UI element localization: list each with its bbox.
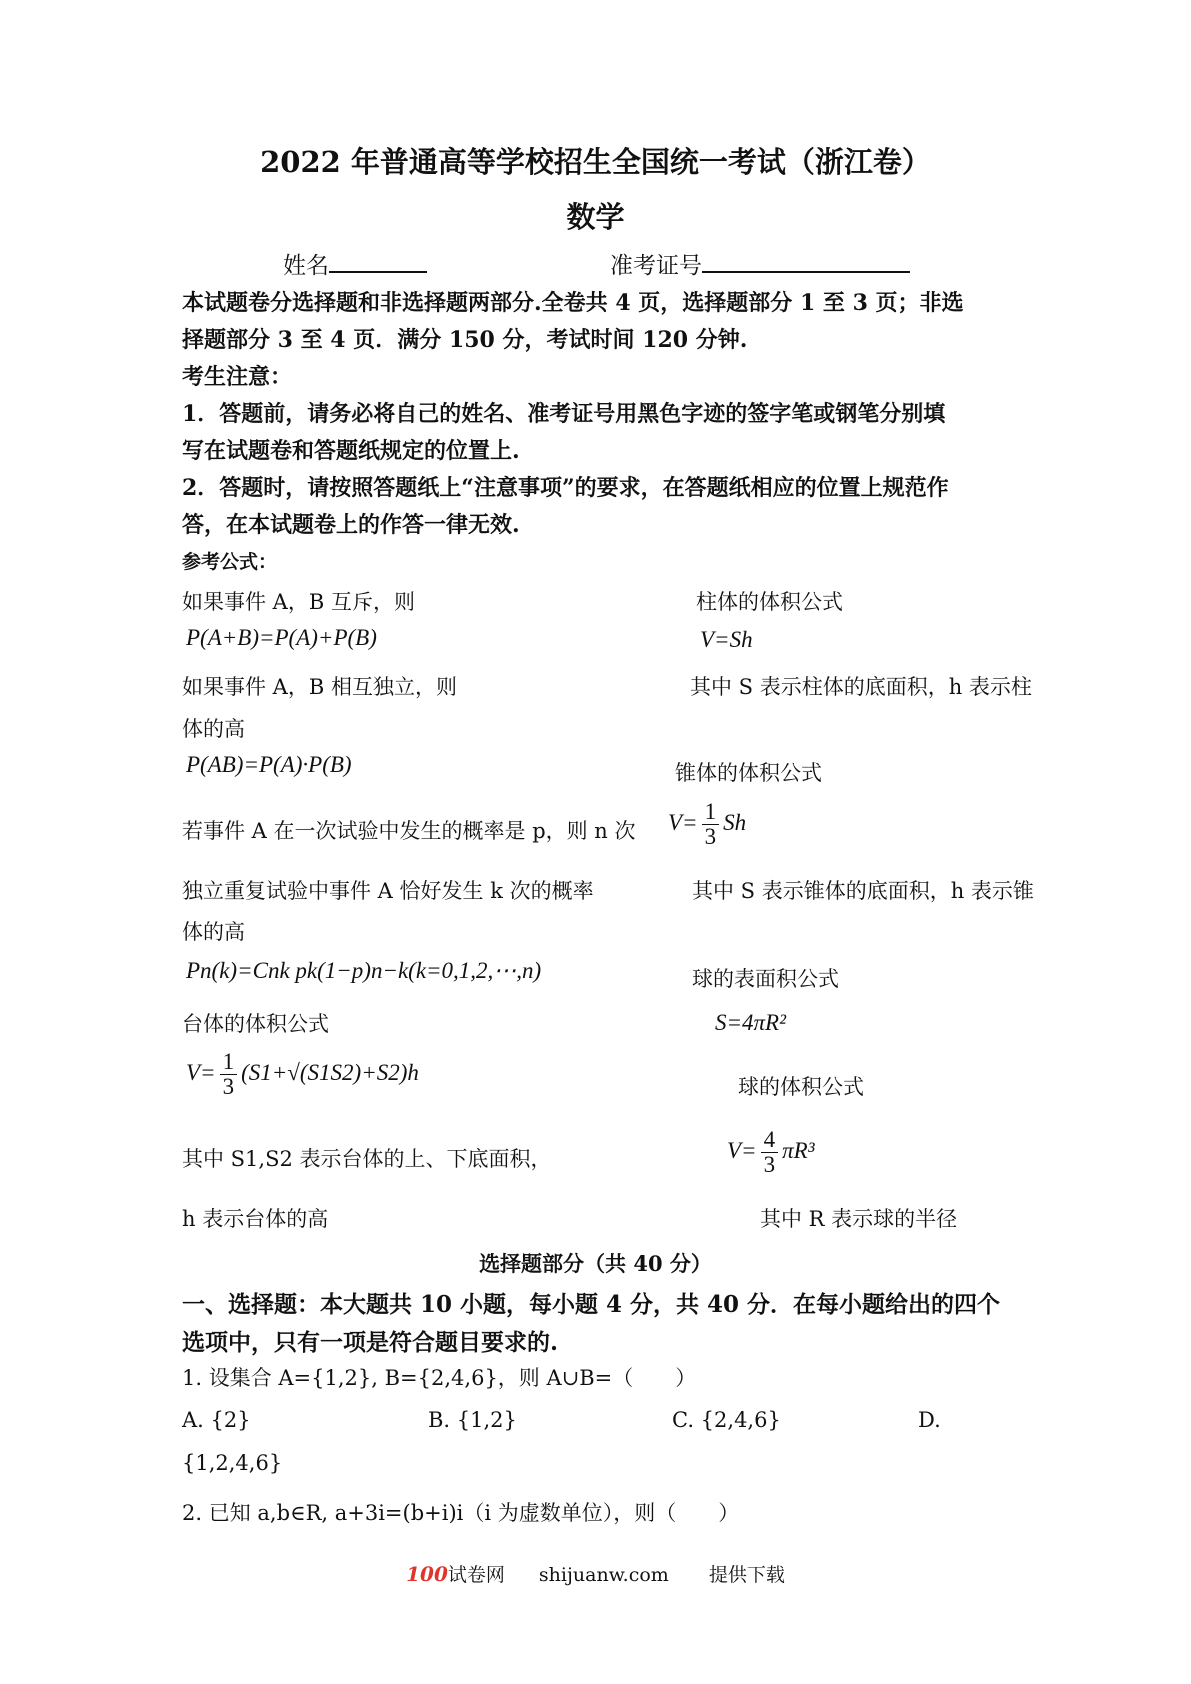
question-1-option-d: D.: [918, 1408, 941, 1432]
question-1-option-d-value: {1,2,4,6}: [182, 1451, 283, 1475]
notice-1-line-1: 1．答题前，请务必将自己的姓名、准考证号用黑色字迹的签字笔或钢笔分别填: [182, 401, 946, 427]
formula-left-6-text: h 表示台体的高: [182, 1207, 329, 1231]
name-label: 姓名: [283, 253, 329, 279]
frustum-v-label: V=: [186, 1059, 216, 1085]
fraction-denominator: 3: [222, 1074, 235, 1100]
question-1-option-a: A. {2}: [182, 1408, 251, 1432]
exam-title: 2022 年普通高等学校招生全国统一考试（浙江卷）: [260, 145, 931, 179]
sphere-v-label: V=: [727, 1137, 757, 1163]
formula-right-6-text: 球的体积公式: [738, 1075, 864, 1099]
formula-right-2-wrap: 体的高: [182, 717, 245, 741]
formula-left-3: Pn(k)=Cnk pk(1−p)n−k(k=0,1,2,⋯,n): [186, 958, 542, 983]
formula-left-1-text: 如果事件 A，B 互斥，则: [182, 590, 415, 614]
formula-right-5-text: 球的表面积公式: [692, 967, 839, 991]
fraction-numerator: 4: [761, 1128, 779, 1153]
notice-1-line-2: 写在试题卷和答题纸规定的位置上.: [182, 438, 520, 464]
formula-left-2: P(AB)=P(A)·P(B): [186, 752, 352, 777]
formula-right-4-text: 其中 S 表示锥体的底面积，h 表示锥: [692, 879, 1034, 903]
subject-title: 数学: [566, 200, 625, 234]
formula-left-3-text-a: 若事件 A 在一次试验中发生的概率是 p，则 n 次: [182, 819, 636, 843]
section-instructions-2: 选项中，只有一项是符合题目要求的.: [182, 1329, 559, 1356]
footer: [0, 1560, 1191, 1587]
formula-right-5: S=4πR²: [715, 1010, 786, 1035]
formula-right-7-text: 其中 R 表示球的半径: [760, 1207, 958, 1231]
fraction-numerator: 1: [702, 800, 720, 825]
formula-right-3: [668, 800, 746, 849]
site-name: 试卷网: [447, 1564, 505, 1586]
site-logo: 100: [406, 1562, 448, 1586]
notice-2-line-1: 2．答题时，请按照答题纸上“注意事项”的要求，在答题纸相应的位置上规范作: [182, 475, 949, 501]
fraction-numerator: 1: [220, 1050, 238, 1075]
formula-left-2-text: 如果事件 A，B 相互独立，则: [182, 675, 457, 699]
formula-right-1-text: 柱体的体积公式: [696, 590, 843, 614]
formula-left-5-text: 其中 S1,S2 表示台体的上、下底面积，: [182, 1147, 552, 1171]
section-title: 选择题部分（共 40 分）: [479, 1251, 712, 1276]
notice-2-line-2: 答，在本试题卷上的作答一律无效.: [182, 512, 520, 538]
section-instructions-1: 一、选择题：本大题共 10 小题，每小题 4 分，共 40 分．在每小题给出的四个: [182, 1291, 1001, 1318]
formula-right-2-text: 其中 S 表示柱体的底面积，h 表示柱: [690, 675, 1032, 699]
fraction-one-third-cone: [702, 800, 720, 849]
sphere-volume-expression: πR³: [782, 1137, 815, 1163]
question-1: 1. 设集合 A={1,2}, B={2,4,6}，则 A∪B=（ ）: [182, 1366, 697, 1390]
fraction-denominator: 3: [704, 824, 717, 850]
site-url[interactable]: shijuanw.com: [538, 1564, 669, 1586]
formula-right-4-wrap: 体的高: [182, 920, 245, 944]
cone-v-label: V=: [668, 809, 698, 835]
formula-left-3-text-b: 独立重复试验中事件 A 恰好发生 k 次的概率: [182, 879, 594, 903]
reference-formulas-title: 参考公式：: [182, 551, 278, 573]
question-1-option-b: B. {1,2}: [428, 1408, 517, 1432]
fraction-four-thirds: [761, 1128, 779, 1177]
formula-left-1: P(A+B)=P(A)+P(B): [186, 625, 377, 650]
name-blank: [329, 251, 427, 273]
intro-line-2: 择题部分 3 至 4 页．满分 150 分，考试时间 120 分钟.: [182, 327, 748, 353]
intro-line-1: 本试题卷分选择题和非选择题两部分.全卷共 4 页，选择题部分 1 至 3 页；非选: [182, 290, 964, 316]
question-2: 2. 已知 a,b∈R, a+3i=(b+i)i（i 为虚数单位），则（ ）: [182, 1501, 740, 1525]
fraction-denominator: 3: [763, 1152, 776, 1178]
formula-left-4-text: 台体的体积公式: [182, 1012, 329, 1036]
fraction-one-third: [220, 1050, 238, 1099]
question-1-option-c: C. {2,4,6}: [672, 1408, 781, 1432]
download-note: 提供下载: [708, 1564, 785, 1586]
name-field: [283, 247, 427, 280]
notice-title: 考生注意：: [182, 364, 293, 390]
formula-right-1: V=Sh: [700, 627, 753, 652]
formula-right-6: [727, 1128, 815, 1177]
cone-volume-expression: Sh: [723, 809, 747, 835]
id-label: 准考证号: [610, 253, 702, 279]
id-blank: [702, 251, 910, 273]
id-field: [610, 247, 910, 280]
formula-left-4: [186, 1050, 419, 1099]
frustum-volume-expression: (S1+√(S1S2)+S2)h: [241, 1059, 419, 1085]
formula-right-3-text: 锥体的体积公式: [675, 761, 822, 785]
